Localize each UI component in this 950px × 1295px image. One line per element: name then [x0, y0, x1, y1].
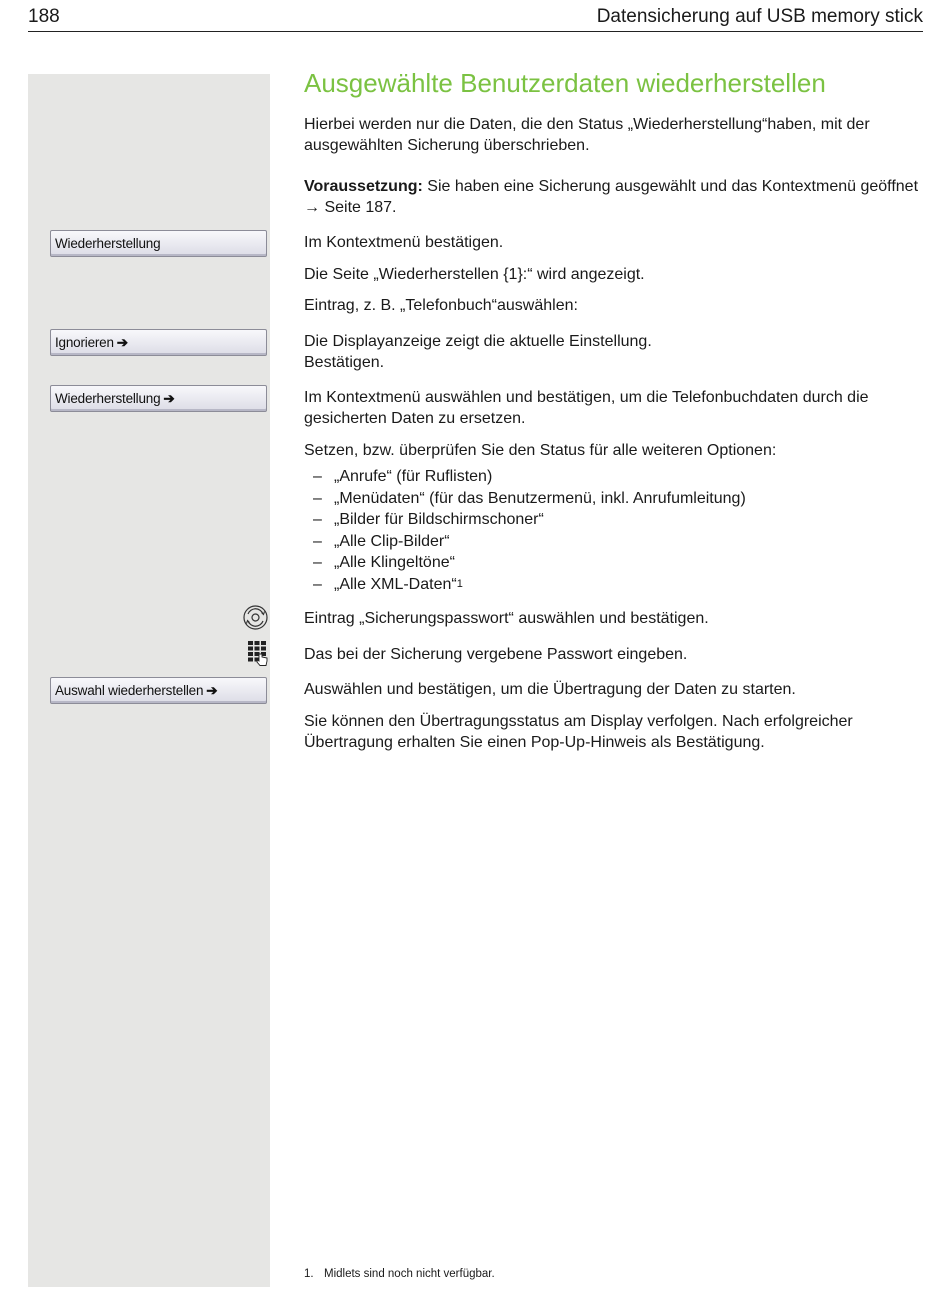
list-item: – „Menüdaten“ (für das Benutzermenü, inkl. Anrufumleitung) [313, 489, 746, 507]
step-page-shown: Die Seite „Wiederherstellen {1}:“ wird angezeigt. [304, 266, 645, 283]
softkey-label: Wiederherstellung [55, 236, 161, 251]
section-title: Ausgewählte Benutzerdaten wiederherstellen [304, 68, 826, 98]
footnote [304, 1268, 495, 1280]
prerequisite-label: Voraussetzung: [304, 178, 423, 195]
list-item: – „Alle Klingeltöne“ [313, 554, 455, 571]
softkey-label: Auswahl wiederherstellen [55, 683, 204, 698]
list-item: – „Anrufe“ (für Ruflisten) [313, 468, 493, 485]
prerequisite-text: Sie haben eine Sicherung ausgewählt und das Kontextmenü geöffnet → Seite 187. [304, 178, 919, 216]
ignore-softkey[interactable] [50, 329, 267, 356]
list-item: – „Alle Clip-Bilder“ [313, 532, 450, 550]
chapter-title: Datensicherung auf USB memory stick [596, 6, 923, 27]
step-replace-phonebook: Im Kontextmenü auswählen und bestätigen, um die Telefonbuchdaten durch die gesicherten Daten zu ersetzen. [304, 389, 869, 427]
restore-option-softkey[interactable] [50, 385, 267, 412]
softkey-label: Ignorieren [55, 335, 114, 350]
footnote-number: 1. [304, 1268, 314, 1280]
arrow-right-icon: ➔ [206, 683, 218, 698]
prerequisite-paragraph [304, 176, 924, 218]
page-number: 188 [28, 6, 60, 27]
confirm-text: Bestätigen. [304, 354, 385, 371]
step-confirm: Im Kontextmenü bestätigen. [304, 234, 504, 251]
softkey-label: Wiederherstellung [55, 391, 161, 406]
arrow-right-icon: ➔ [116, 335, 128, 350]
page-header [28, 6, 923, 32]
list-item: – „Alle XML-Daten“ 1 [313, 574, 746, 596]
arrow-right-icon: ➔ [163, 391, 175, 406]
options-list [313, 466, 746, 595]
step-password-entry: Eintrag „Sicherungspasswort“ auswählen und bestätigen. [304, 610, 709, 627]
step-enter-password: Das bei der Sicherung vergebene Passwort eingeben. [304, 646, 688, 663]
navigator-ok-icon [243, 605, 268, 630]
step-start-transfer: Auswählen und bestätigen, um die Übertragung der Daten zu starten. [304, 681, 796, 698]
step-display-setting [304, 331, 924, 373]
step-select-entry: Eintrag, z. B. „Telefonbuch“auswählen: [304, 297, 578, 314]
list-item: – „Bilder für Bildschirmschoner“ [313, 511, 544, 528]
restore-selection-softkey[interactable] [50, 677, 267, 704]
display-setting-text: Die Displayanzeige zeigt die aktuelle Einstellung. [304, 333, 652, 350]
keypad-icon [247, 640, 269, 666]
footnote-ref: 1 [456, 577, 463, 590]
restore-softkey[interactable] [50, 230, 267, 257]
step-transfer-status: Sie können den Übertragungsstatus am Display verfolgen. Nach erfolgreicher Übertragung erhalten Sie einen Pop-Up-Hinweis als Bestätigung. [304, 713, 853, 751]
step-check-status: Setzen, bzw. überprüfen Sie den Status für alle weiteren Optionen: [304, 442, 777, 459]
intro-paragraph: Hierbei werden nur die Daten, die den Status „Wiederherstellung“haben, mit der ausgewählten Sicherung überschrieben. [304, 116, 870, 154]
footnote-text: Midlets sind noch nicht verfügbar. [324, 1268, 495, 1280]
